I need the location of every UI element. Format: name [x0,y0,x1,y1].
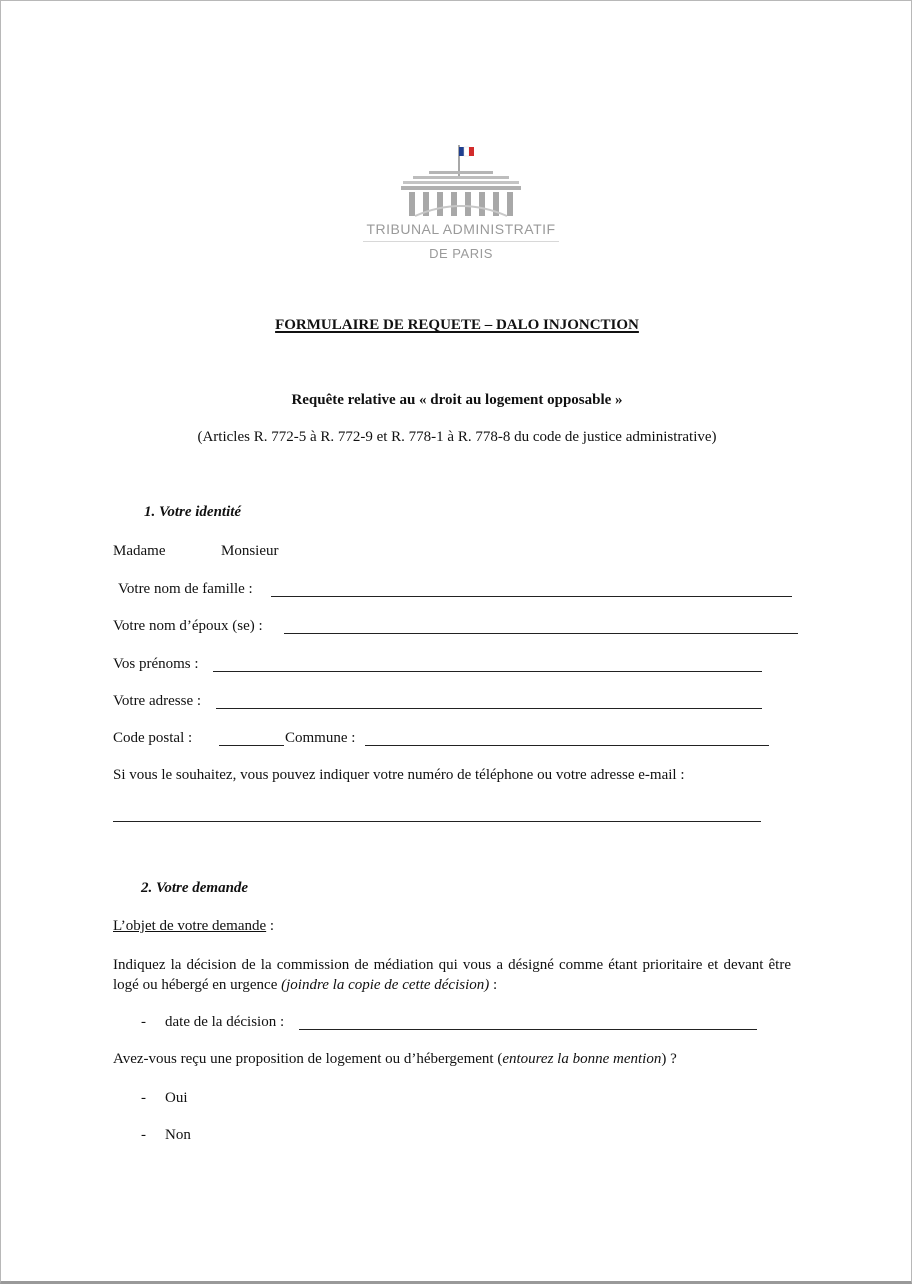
contact-field[interactable] [113,821,761,822]
nom-epoux-field[interactable] [284,633,798,634]
proposition-question: Avez-vous reçu une proposition de logement ou d’hébergement (entourez la bonne mention) ? [113,1051,677,1067]
contact-label: Si vous le souhaitez, vous pouvez indiquer votre numéro de téléphone ou votre adresse e-mail : [113,767,685,783]
non-option[interactable]: Non [165,1127,191,1143]
indiquez-paragraph: Indiquez la décision de la commission de médiation qui vous a désigné comme étant prioritaire et devant être logé ou hébergé en urgence (joindre la copie de cette décision) : [113,957,791,993]
prenoms-field[interactable] [213,671,762,672]
tribunal-logo [351,141,571,266]
form-title: FORMULAIRE DE REQUETE – DALO INJONCTION [275,317,639,333]
date-dash: - [141,1014,146,1030]
adresse-field[interactable] [216,708,762,709]
prenoms-label: Vos prénoms : [113,656,199,672]
oui-option[interactable]: Oui [165,1090,188,1106]
nom-famille-field[interactable] [271,596,792,597]
logo-divider [363,241,559,242]
logo-text-tribunal: TRIBUNAL ADMINISTRATIF [366,221,556,237]
commune-field[interactable] [365,745,769,746]
form-subtitle: Requête relative au « droit au logement opposable » [291,392,623,408]
non-dash: - [141,1127,146,1143]
code-postal-field[interactable] [219,745,284,746]
oui-dash: - [141,1090,146,1106]
section-1-heading: 1. Votre identité [144,504,242,520]
nom-famille-label: Votre nom de famille : [118,581,253,597]
commune-label: Commune : [285,730,356,746]
code-postal-label: Code postal : [113,730,193,746]
monsieur-option[interactable]: Monsieur [221,543,279,559]
logo-text-paris: DE PARIS [429,246,493,261]
adresse-label: Votre adresse : [113,693,202,709]
madame-option[interactable]: Madame [113,543,166,559]
date-decision-field[interactable] [299,1029,757,1030]
courthouse-icon [351,141,571,221]
section-2-heading: 2. Votre demande [141,880,249,896]
objet-label: L’objet de votre demande : [113,918,275,934]
form-articles: (Articles R. 772-5 à R. 772-9 et R. 778-1 à R. 778-8 du code de justice administrative) [197,429,717,445]
date-decision-label: date de la décision : [165,1014,285,1030]
nom-epoux-label: Votre nom d’époux (se) : [113,618,263,634]
